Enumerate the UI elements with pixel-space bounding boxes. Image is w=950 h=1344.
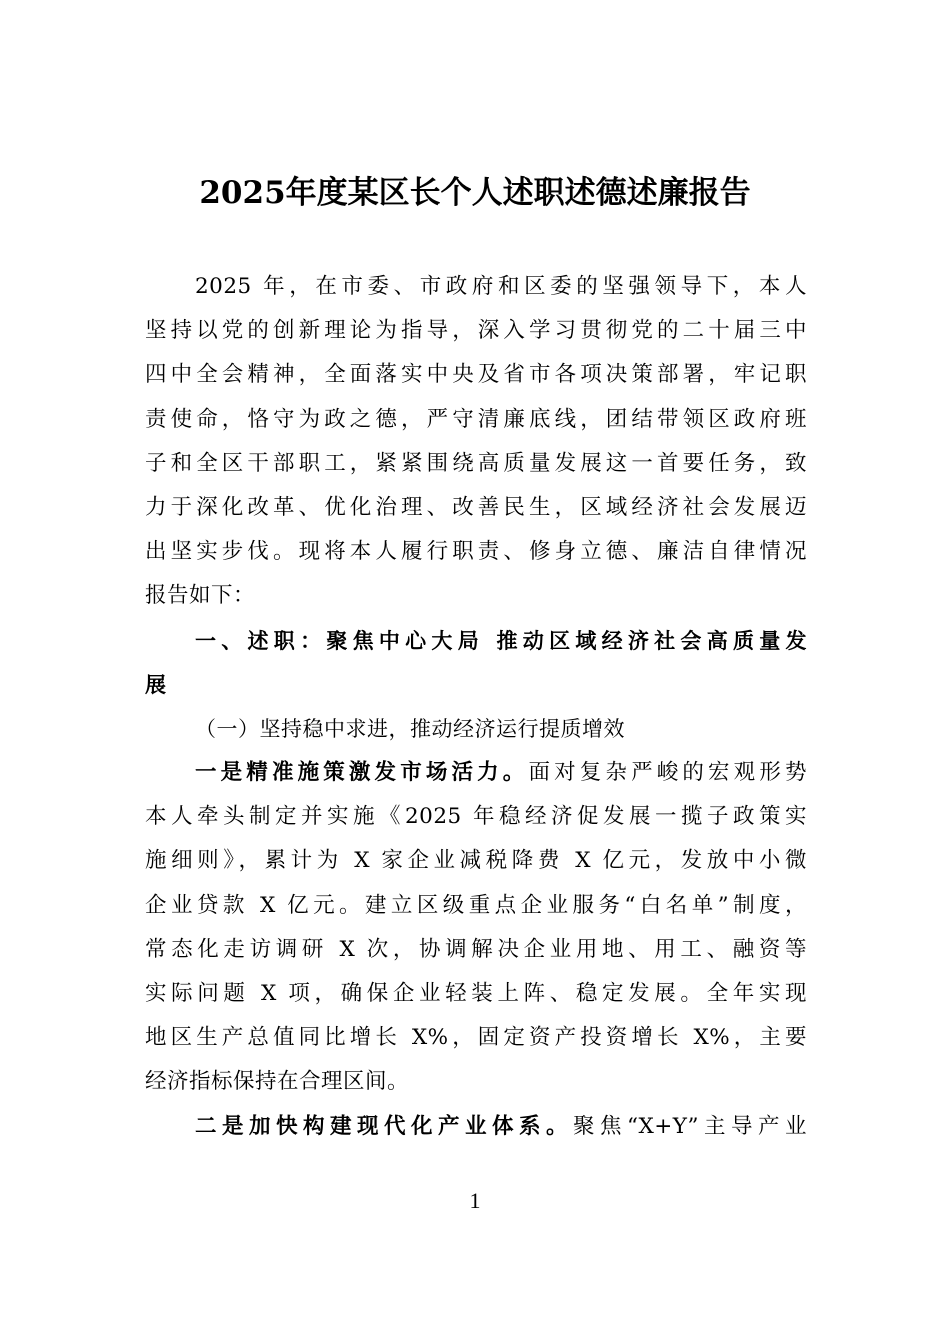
document-title: 2025年度某区长个人述职述德述廉报告 (199, 175, 751, 211)
point-lead: 二是加快构建现代化产业体系。 (195, 1113, 573, 1139)
paragraph-line: 坚持以党的创新理论为指导，深入学习贯彻党的二十届三中 (145, 318, 807, 344)
paragraph-line: 报告如下： (145, 583, 256, 609)
section-heading-line: 一、述职：聚焦中心大局 推动区域经济社会高质量发 (195, 628, 807, 653)
section-heading-1 (145, 619, 807, 707)
section-heading-line: 展 (145, 672, 167, 697)
paragraph-line: 出坚实步伐。现将本人履行职责、修身立德、廉洁自律情况 (145, 539, 807, 565)
paragraph-line: 实际问题 X 项，确保企业轻装上阵、稳定发展。全年实现 (145, 981, 807, 1006)
paragraph-line (145, 751, 807, 795)
paragraph-line: 责使命，恪守为政之德，严守清廉底线，团结带领区政府班 (145, 406, 807, 432)
paragraph-line: 子和全区干部职工，紧紧围绕高质量发展这一首要任务，致 (145, 450, 807, 476)
point-lead: 一是精准施策激发市场活力。 (195, 760, 529, 786)
intro-paragraph (145, 265, 807, 619)
paragraph-line: 企业贷款 X 亿元。建立区级重点企业服务“白名单”制度， (145, 892, 807, 918)
paragraph-line: 地区生产总值同比增长 X%，固定资产投资增长 X%，主要 (145, 1025, 807, 1051)
point-text: 聚焦“X+Y”主导产业 (573, 1113, 807, 1139)
paragraph-line: 四中全会精神，全面落实中央及省市各项决策部署，牢记职 (145, 362, 807, 388)
document-body (145, 265, 807, 1149)
page-number: 1 (469, 1188, 481, 1213)
point-text: 面对复杂严峻的宏观形势 (528, 760, 807, 786)
paragraph-line: 2025 年，在市委、市政府和区委的坚强领导下，本人 (195, 274, 807, 299)
point-paragraph-1 (145, 751, 807, 1105)
subsection-heading: （一）坚持稳中求进，推动经济运行提质增效 (195, 716, 625, 741)
paragraph-line: 力于深化改革、优化治理、改善民生，区域经济社会发展迈 (145, 494, 807, 520)
paragraph-line (145, 1105, 807, 1149)
paragraph-line: 常态化走访调研 X 次，协调解决企业用地、用工、融资等 (145, 936, 807, 962)
point-paragraph-2 (145, 1105, 807, 1149)
paragraph-line: 经济指标保持在合理区间。 (145, 1069, 410, 1095)
paragraph-line: 本人牵头制定并实施《2025 年稳经济促发展一揽子政策实 (145, 804, 807, 830)
paragraph-line: 施细则》，累计为 X 家企业减税降费 X 亿元，发放中小微 (145, 848, 807, 874)
